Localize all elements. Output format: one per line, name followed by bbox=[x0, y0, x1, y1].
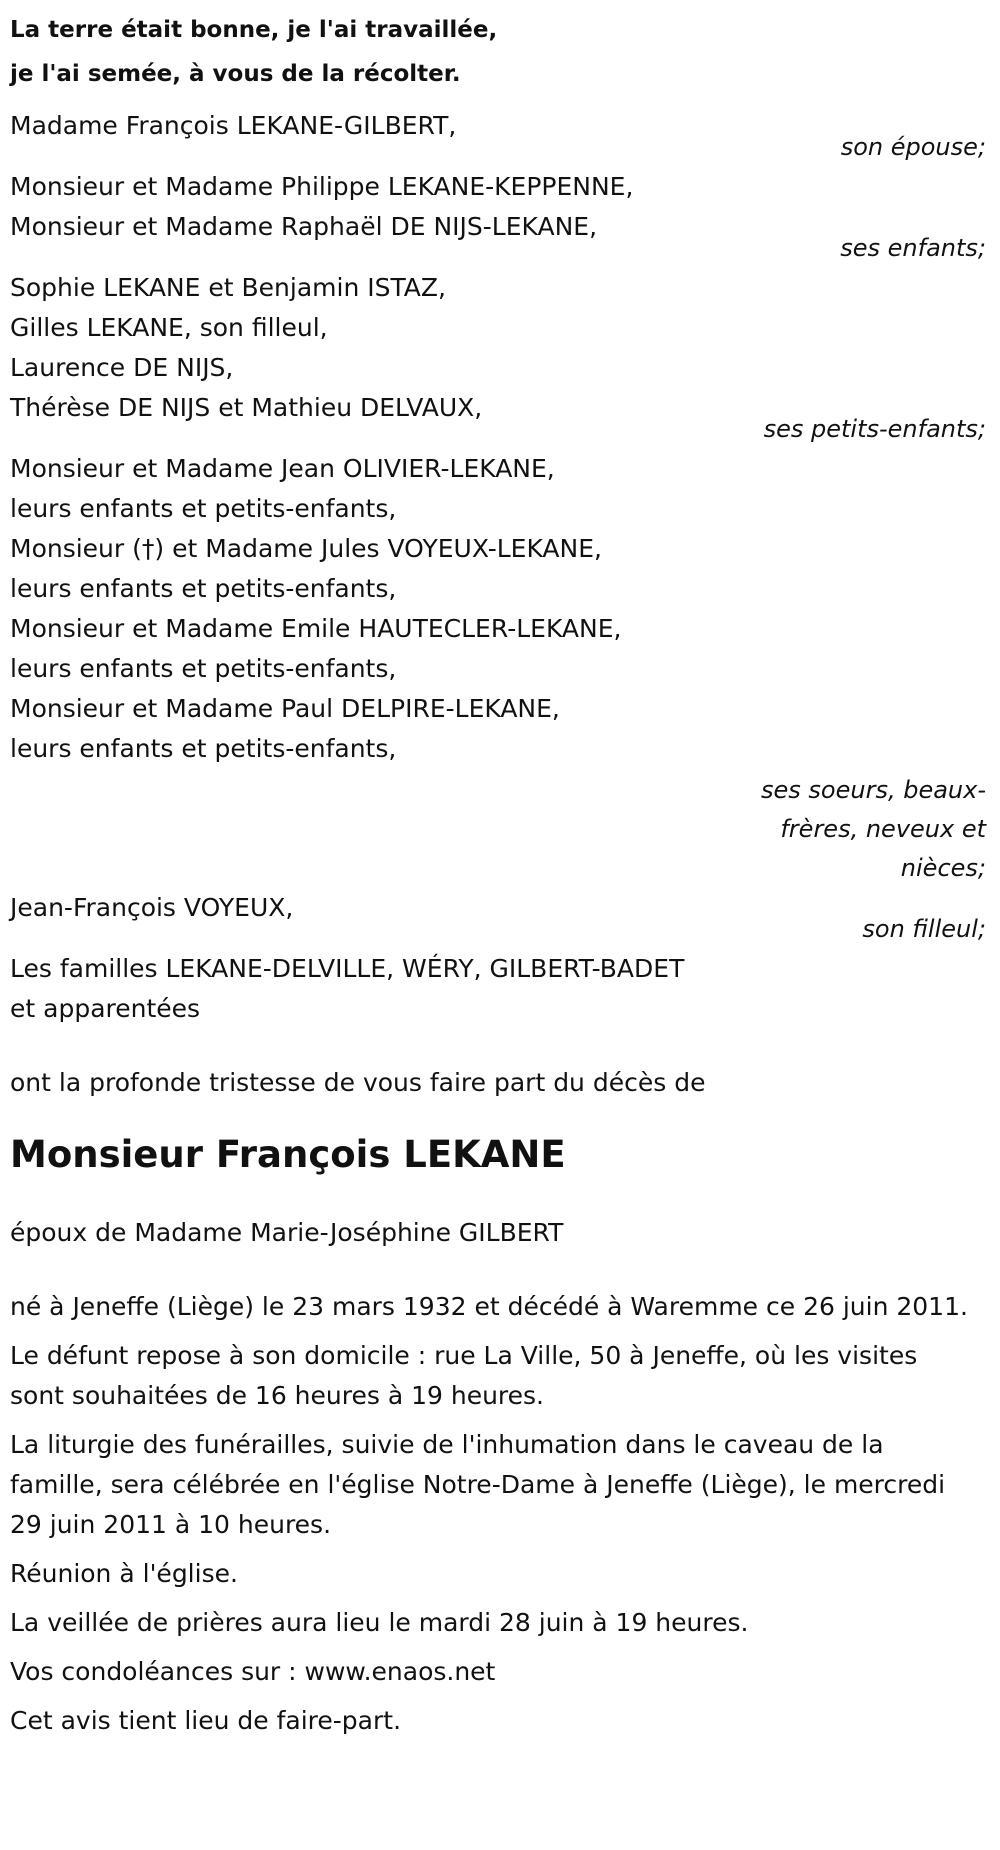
funeral-details bbox=[10, 1287, 988, 1741]
family-name-line: Les familles LEKANE-DELVILLE, WÉRY, GILBERT-BADET bbox=[10, 954, 685, 983]
family-list bbox=[10, 106, 988, 1029]
family-name-line: Laurence DE NIJS, bbox=[10, 353, 234, 382]
epigraph bbox=[10, 8, 988, 96]
family-name-line: Sophie LEKANE et Benjamin ISTAZ, bbox=[10, 273, 446, 302]
family-name-line: Jean-François VOYEUX, bbox=[10, 893, 294, 922]
family-name-line: leurs enfants et petits-enfants, bbox=[10, 574, 397, 603]
family-name-line: Monsieur et Madame Raphaël DE NIJS-LEKANE, bbox=[10, 212, 598, 241]
family-role: ses petits-enfants; bbox=[763, 415, 986, 443]
family-group-siblings bbox=[10, 449, 988, 888]
birth-death-paragraph: né à Jeneffe (Liège) le 23 mars 1932 et décédé à Waremme ce 26 juin 2011. bbox=[10, 1292, 968, 1321]
epigraph-line-1: La terre était bonne, je l'ai travaillée, bbox=[10, 17, 498, 43]
announcement-intro: ont la profonde tristesse de vous faire part du décès de bbox=[10, 1068, 706, 1097]
family-group-relatives bbox=[10, 949, 988, 1029]
obituary-notice bbox=[10, 0, 988, 1750]
family-group-grandchildren bbox=[10, 268, 988, 449]
family-name-line: leurs enfants et petits-enfants, bbox=[10, 494, 397, 523]
family-name-line: Monsieur et Madame Emile HAUTECLER-LEKANE, bbox=[10, 614, 622, 643]
family-name-line: Monsieur et Madame Paul DELPIRE-LEKANE, bbox=[10, 694, 560, 723]
family-names bbox=[10, 449, 770, 769]
family-role: son épouse; bbox=[840, 133, 986, 161]
family-name-line: Gilles LEKANE, son filleul, bbox=[10, 313, 328, 342]
family-group-spouse bbox=[10, 106, 988, 167]
vigil-paragraph: La veillée de prières aura lieu le mardi 28 juin à 19 heures. bbox=[10, 1608, 749, 1637]
spouse-line: époux de Madame Marie-Joséphine GILBERT bbox=[10, 1218, 564, 1247]
family-names bbox=[10, 949, 770, 1029]
family-group-godson bbox=[10, 888, 988, 949]
family-role: ses enfants; bbox=[840, 234, 986, 262]
condolences-paragraph: Vos condoléances sur : www.enaos.net bbox=[10, 1657, 496, 1686]
family-names bbox=[10, 268, 770, 428]
liturgy-paragraph: La liturgie des funérailles, suivie de l'inhumation dans le caveau de la famille, sera célébrée en l'église Notre-Dame à Jeneffe (Liège), le mercredi 29 juin 2011 à 10 heures. bbox=[10, 1430, 946, 1539]
family-name-line: Monsieur (†) et Madame Jules VOYEUX-LEKANE, bbox=[10, 534, 602, 563]
family-name-line: Monsieur et Madame Jean OLIVIER-LEKANE, bbox=[10, 454, 555, 483]
family-name-line: Monsieur et Madame Philippe LEKANE-KEPPENNE, bbox=[10, 172, 634, 201]
family-name-line: Madame François LEKANE-GILBERT, bbox=[10, 111, 457, 140]
meeting-paragraph: Réunion à l'église. bbox=[10, 1559, 238, 1588]
deceased-name: Monsieur François LEKANE bbox=[10, 1133, 566, 1176]
notice-paragraph: Cet avis tient lieu de faire-part. bbox=[10, 1706, 402, 1735]
family-role: son filleul; bbox=[862, 915, 986, 943]
viewing-paragraph: Le défunt repose à son domicile : rue La Ville, 50 à Jeneffe, où les visites sont souhaitées de 16 heures à 19 heures. bbox=[10, 1341, 918, 1410]
family-name-line: et apparentées bbox=[10, 994, 201, 1023]
family-name-line: leurs enfants et petits-enfants, bbox=[10, 734, 397, 763]
family-name-line: leurs enfants et petits-enfants, bbox=[10, 654, 397, 683]
epigraph-line-2: je l'ai semée, à vous de la récolter. bbox=[10, 61, 461, 87]
family-group-children bbox=[10, 167, 988, 268]
family-name-line: Thérèse DE NIJS et Mathieu DELVAUX, bbox=[10, 393, 483, 422]
family-role: ses soeurs, beaux-frères, neveux et nièces; bbox=[761, 776, 986, 882]
